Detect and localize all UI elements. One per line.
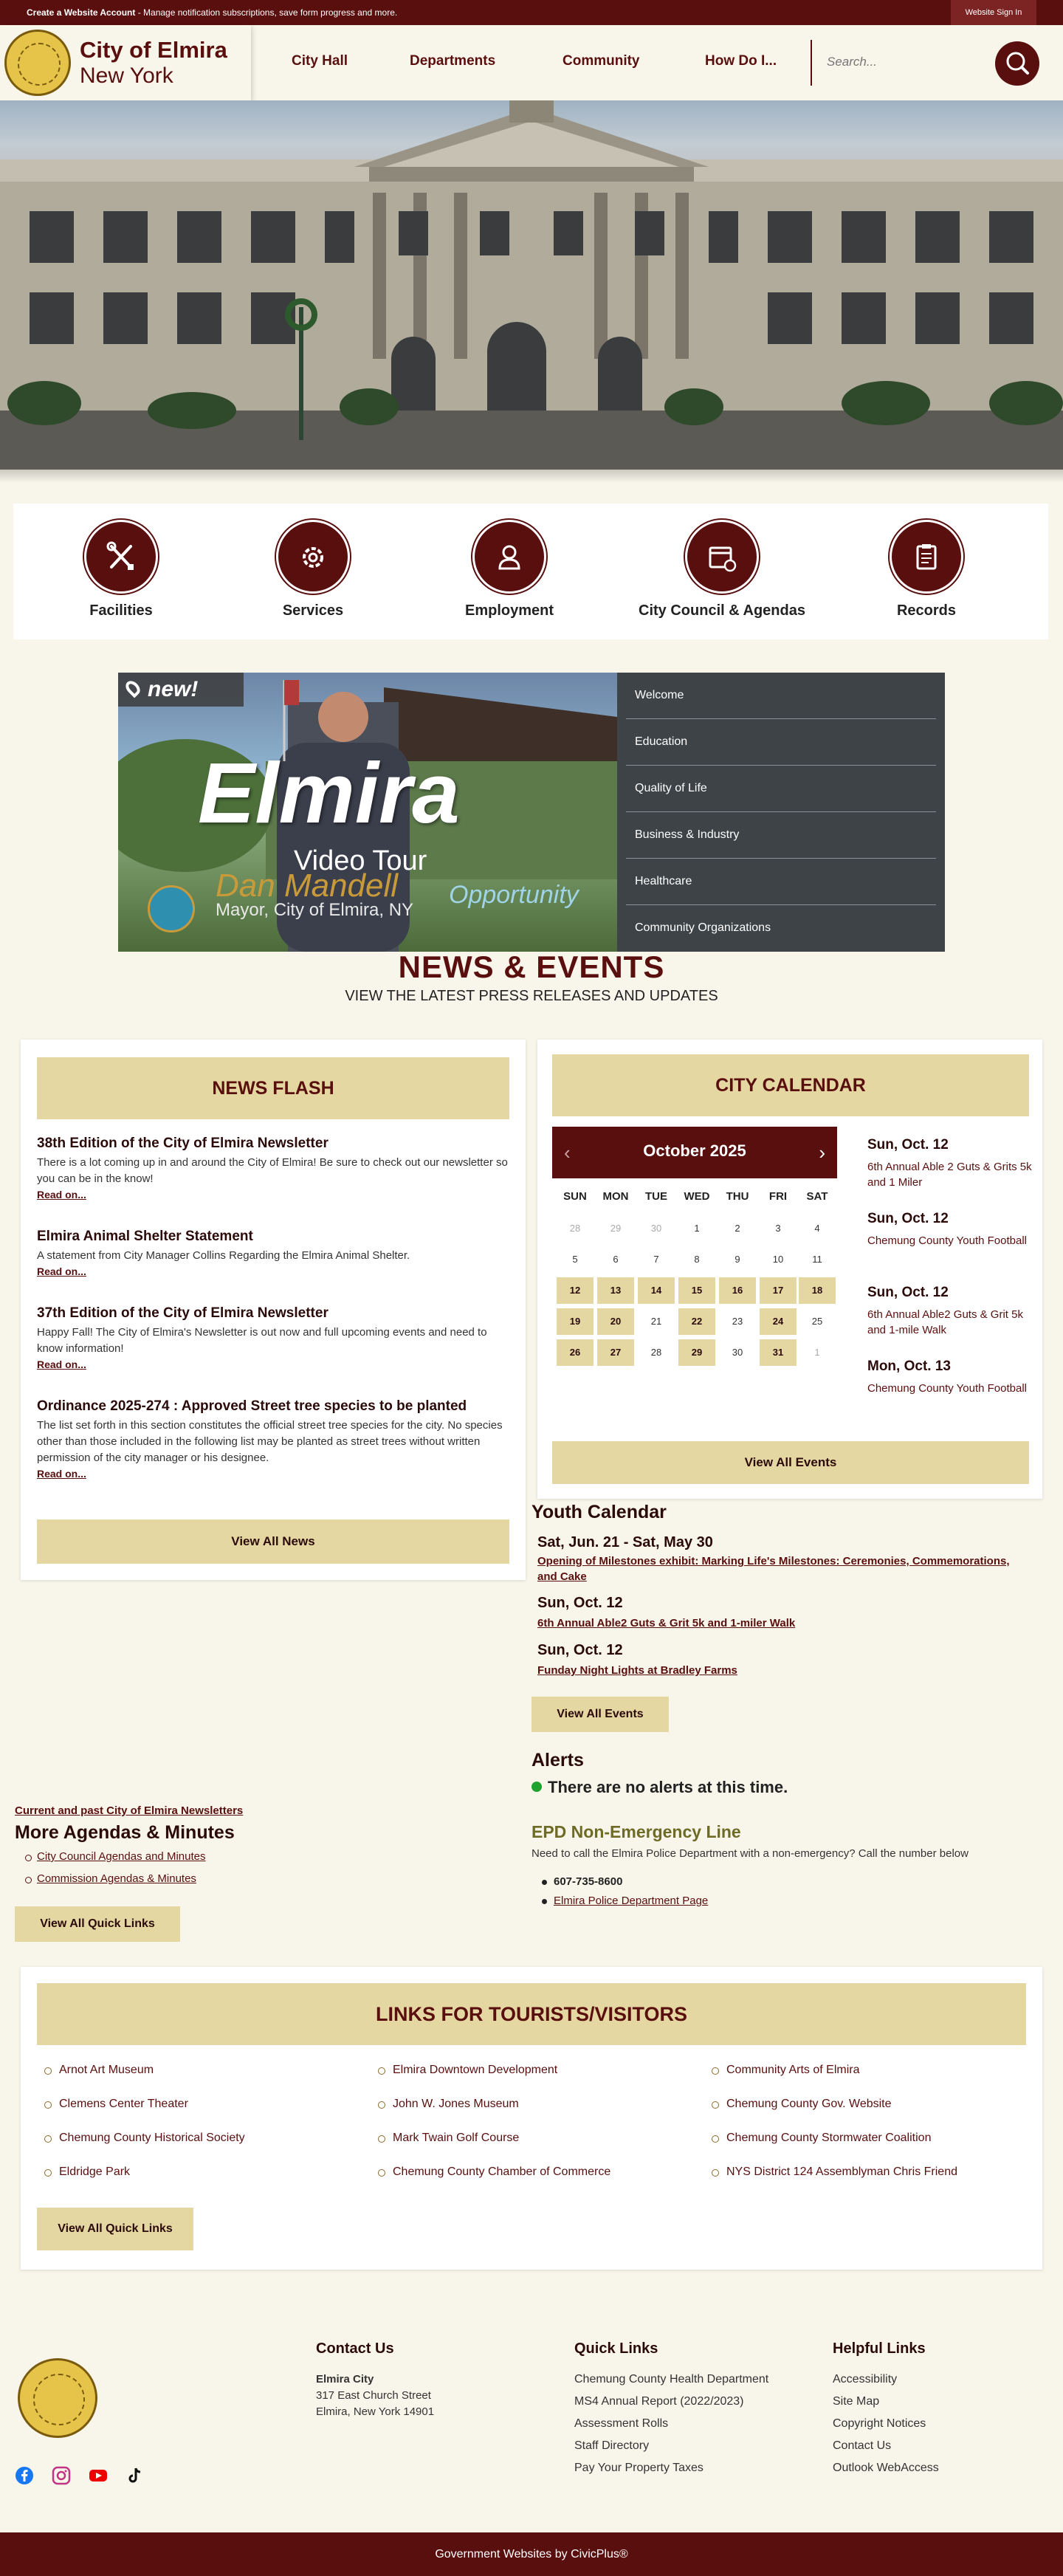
news-item-title[interactable]: 37th Edition of the City of Elmira Newsletter	[37, 1305, 328, 1321]
quick-link-label: Services	[282, 602, 344, 619]
quick-link-services[interactable]	[224, 520, 402, 619]
tourist-link[interactable]: Chemung County Historical Society	[59, 2132, 245, 2144]
footer-contact-address2: Elmira, New York 14901	[316, 2405, 435, 2418]
footer-quick-links-title: Quick Links	[574, 2340, 658, 2357]
quick-link-label: Facilities	[89, 602, 153, 619]
calendar-weekday: SUN	[563, 1190, 587, 1203]
calendar-month-label: October 2025	[643, 1141, 746, 1160]
video-menu-education[interactable]: Education	[626, 719, 936, 766]
read-on-link[interactable]: Read on...	[37, 1189, 86, 1201]
calendar-day[interactable]: 6	[613, 1254, 619, 1265]
calendar-event-date: Sun, Oct. 12	[867, 1211, 949, 1226]
calendar-weekday: WED	[684, 1190, 710, 1203]
read-on-link[interactable]: Read on...	[37, 1359, 86, 1370]
tourist-link[interactable]: Arnot Art Museum	[59, 2064, 154, 2076]
calendar-weekday: SAT	[806, 1190, 828, 1203]
tourist-link[interactable]: Chemung County Chamber of Commerce	[393, 2165, 611, 2178]
calendar-day[interactable]: 31	[760, 1339, 797, 1366]
calendar-day[interactable]: 17	[760, 1277, 797, 1304]
footer-contact-address1: 317 East Church Street	[316, 2389, 431, 2402]
tourist-link[interactable]: Mark Twain Golf Course	[393, 2132, 520, 2144]
calendar-day[interactable]: 28	[650, 1347, 662, 1358]
quick-link-label: City Council & Agendas	[639, 602, 805, 619]
agendas-view-all-quick-links-button[interactable]: View All Quick Links	[15, 1906, 180, 1942]
facebook-icon[interactable]	[15, 2466, 34, 2485]
calendar-day[interactable]: 7	[653, 1254, 659, 1265]
search-icon	[995, 41, 1039, 86]
calendar-day[interactable]: 25	[811, 1316, 823, 1327]
news-item-title[interactable]: Elmira Animal Shelter Statement	[37, 1229, 253, 1244]
newsletters-link[interactable]: Current and past City of Elmira Newsletters	[15, 1804, 244, 1817]
location-pin-icon	[123, 679, 143, 698]
new-badge	[118, 673, 244, 707]
alerts-message	[532, 1778, 788, 1797]
calendar-day[interactable]: 15	[678, 1277, 715, 1304]
logo-subtitle: New York	[80, 63, 173, 88]
person-icon	[472, 520, 546, 594]
calendar-day[interactable]: 13	[597, 1277, 634, 1304]
footer-helpful-link[interactable]: Outlook WebAccess	[833, 2462, 939, 2474]
video-menu-quality-of-life[interactable]: Quality of Life	[626, 766, 936, 812]
calendar-weekday: TUE	[645, 1190, 667, 1203]
calendar-day[interactable]: 20	[597, 1308, 634, 1335]
calendar-event-title[interactable]: Chemung County Youth Football	[867, 1382, 1027, 1395]
youth-event-date: Sun, Oct. 12	[537, 1595, 623, 1611]
gear-icon	[276, 520, 350, 594]
instagram-icon[interactable]	[52, 2466, 71, 2485]
calendar-day[interactable]: 29	[610, 1223, 622, 1234]
quick-link-records[interactable]	[838, 520, 1015, 619]
youth-event-date: Sun, Oct. 12	[537, 1642, 623, 1658]
youth-event-link[interactable]: Opening of Milestones exhibit: Marking Life's Milestones: Ceremonies, Commemorations, and Cake	[537, 1555, 1010, 1583]
youth-event-link[interactable]: Funday Night Lights at Bradley Farms	[537, 1664, 737, 1677]
news-events-subtitle: VIEW THE LATEST PRESS RELEASES AND UPDATES	[345, 988, 718, 1004]
calendar-day[interactable]: 16	[719, 1277, 756, 1304]
nav-community[interactable]: Community	[563, 53, 640, 69]
footer-city-seal-icon	[18, 2358, 97, 2438]
footer-helpful-link[interactable]: Site Map	[833, 2395, 880, 2408]
video-subtitle: Video Tour	[294, 845, 427, 876]
tourist-link[interactable]: Community Arts of Elmira	[726, 2064, 860, 2076]
site-logo[interactable]	[0, 25, 251, 100]
calendar-day[interactable]: 30	[732, 1347, 743, 1358]
quick-link-employment[interactable]	[421, 520, 598, 619]
youtube-icon[interactable]	[89, 2466, 108, 2485]
calendar-day[interactable]: 19	[557, 1308, 594, 1335]
calendar-day[interactable]: 21	[650, 1316, 662, 1327]
account-message-text: - Manage notification subscriptions, save form progress and more.	[135, 7, 398, 18]
calendar-weekday: THU	[726, 1190, 749, 1203]
agendas-title: More Agendas & Minutes	[15, 1822, 235, 1843]
calendar-event	[867, 1285, 1037, 1338]
youth-calendar-title: Youth Calendar	[532, 1502, 667, 1522]
video-menu-welcome[interactable]: Welcome	[626, 673, 936, 719]
epd-phone[interactable]: 607-735-8600	[554, 1875, 623, 1888]
quick-link-label: Employment	[464, 602, 554, 619]
clipboard-icon	[890, 520, 963, 594]
nav-city-hall[interactable]: City Hall	[292, 53, 348, 69]
tourists-title: LINKS FOR TOURISTS/VISITORS	[37, 1983, 1026, 2045]
youth-event-date: Sat, Jun. 21 - Sat, May 30	[537, 1534, 713, 1550]
city-seal-icon	[4, 30, 71, 96]
elmira-badge-icon	[148, 885, 195, 932]
news-item-text: There is a lot coming up in and around the City of Elmira! Be sure to check out our newsletter so you can be in the know!	[37, 1156, 508, 1185]
view-all-events-button[interactable]: View All Events	[552, 1441, 1029, 1484]
view-all-news-button[interactable]: View All News	[37, 1519, 509, 1564]
tiktok-icon[interactable]	[125, 2466, 145, 2485]
hero-shadow	[0, 470, 1063, 483]
video-tour-player[interactable]	[118, 673, 617, 952]
news-events-title: NEWS & EVENTS	[398, 949, 665, 984]
logo-title: City of Elmira	[80, 37, 227, 63]
tourist-link[interactable]: Eldridge Park	[59, 2165, 131, 2178]
calendar-day[interactable]: 30	[650, 1223, 662, 1234]
agenda-link[interactable]: Commission Agendas & Minutes	[37, 1872, 196, 1885]
new-badge-text: new!	[148, 677, 199, 701]
calendar-day[interactable]: 9	[735, 1254, 740, 1265]
youth-event-link[interactable]: 6th Annual Able2 Guts & Grit 5k and 1-miler Walk	[537, 1617, 796, 1629]
nav-departments[interactable]: Departments	[410, 53, 496, 69]
status-ok-icon	[532, 1782, 542, 1792]
footer-quick-link[interactable]: Pay Your Property Taxes	[574, 2462, 703, 2474]
calendar-event-date: Sun, Oct. 12	[867, 1137, 949, 1153]
site-header	[0, 25, 1063, 100]
calendar-day[interactable]: 23	[732, 1316, 743, 1327]
footer-quick-link[interactable]: Assessment Rolls	[574, 2417, 669, 2430]
account-message[interactable]	[27, 7, 397, 18]
footer-quick-link[interactable]: Staff Directory	[574, 2439, 650, 2452]
calendar-event	[867, 1137, 1037, 1190]
hero-image-city-hall	[0, 100, 1063, 470]
calendar-day[interactable]: 24	[760, 1308, 797, 1335]
tourist-link[interactable]: Clemens Center Theater	[59, 2098, 188, 2110]
alerts-message-text: There are no alerts at this time.	[548, 1778, 788, 1796]
calendar-day[interactable]: 1	[814, 1347, 820, 1358]
news-item	[37, 1305, 509, 1370]
video-menu-community-orgs[interactable]: Community Organizations	[635, 921, 771, 934]
news-item	[37, 1229, 509, 1277]
search-divider	[811, 40, 812, 86]
news-item	[37, 1398, 509, 1480]
quick-link-label: Records	[896, 602, 957, 619]
search-button[interactable]	[995, 41, 1039, 86]
calendar-day[interactable]: 18	[799, 1277, 836, 1304]
calendar-event-title[interactable]: Chemung County Youth Football	[867, 1234, 1027, 1247]
calendar-day[interactable]: 29	[678, 1339, 715, 1366]
calendar-weekday: MON	[602, 1190, 629, 1203]
footer-helpful-link[interactable]: Accessibility	[833, 2373, 898, 2386]
footer-contact-title: Contact Us	[316, 2340, 394, 2357]
create-account-link[interactable]: Create a Website Account	[27, 7, 136, 18]
news-flash-title: NEWS FLASH	[37, 1057, 509, 1119]
tourist-link[interactable]: NYS District 124 Assemblyman Chris Friend	[726, 2165, 957, 2178]
footer-helpful-links-title: Helpful Links	[833, 2340, 926, 2357]
video-title: Elmira	[198, 745, 460, 841]
tourists-view-all-quick-links-button[interactable]: View All Quick Links	[37, 2208, 193, 2250]
calendar-day[interactable]: 2	[735, 1223, 740, 1234]
chevron-left-icon[interactable]: ‹	[564, 1141, 571, 1164]
calendar-day[interactable]: 3	[775, 1223, 781, 1234]
calendar-day[interactable]: 12	[557, 1277, 594, 1304]
sign-in-button[interactable]: Website Sign In	[951, 0, 1036, 25]
calendar-day[interactable]: 27	[597, 1339, 634, 1366]
news-item-text: Happy Fall! The City of Elmira's Newsletter is out now and full upcoming events and need to know information!	[37, 1326, 487, 1355]
footer-helpful-link[interactable]: Copyright Notices	[833, 2417, 926, 2430]
calendar-weekday: FRI	[768, 1190, 788, 1203]
quick-link-city-council[interactable]	[633, 520, 811, 619]
calendar-day[interactable]: 5	[572, 1254, 578, 1265]
footer-contact-name: Elmira City	[316, 2373, 374, 2386]
calendar-day[interactable]: 8	[694, 1254, 700, 1265]
video-role: Mayor, City of Elmira, NY	[216, 900, 414, 920]
calendar-event	[867, 1211, 1037, 1248]
epd-title: EPD Non-Emergency Line	[532, 1822, 741, 1841]
news-item-title[interactable]: 38th Edition of the City of Elmira Newsletter	[37, 1136, 328, 1151]
calendar-event	[867, 1359, 1037, 1396]
calendar-day[interactable]: 11	[812, 1254, 822, 1265]
news-item-title[interactable]: Ordinance 2025-274 : Approved Street tree species to be planted	[37, 1398, 467, 1414]
video-menu-healthcare[interactable]: Healthcare	[626, 859, 936, 905]
video-name: Dan Mandell	[216, 868, 399, 904]
calendar-day[interactable]: 26	[557, 1339, 594, 1366]
read-on-link[interactable]: Read on...	[37, 1468, 86, 1480]
civicplus-footer[interactable]: Government Websites by CivicPlus®	[0, 2532, 1063, 2576]
calendar-day[interactable]: 10	[772, 1254, 784, 1265]
calendar-event-title[interactable]: 6th Annual Able 2 Guts & Grits 5k and 1 Miler	[867, 1161, 1032, 1189]
video-menu-business[interactable]: Business & Industry	[626, 812, 936, 859]
video-tagline: Opportunity	[449, 881, 579, 909]
calendar-day[interactable]: 4	[814, 1223, 820, 1234]
nav-how-do-i[interactable]: How Do I...	[705, 53, 777, 69]
news-item-text: The list set forth in this section constitutes the official street tree species for the city. No species other than those included in the following list may be planted as street trees without written permission of the city manager or his designee.	[37, 1419, 503, 1464]
city-calendar-title: CITY CALENDAR	[552, 1054, 1029, 1116]
calendar-month-header	[552, 1127, 837, 1178]
read-on-link[interactable]: Read on...	[37, 1265, 86, 1277]
tools-icon	[84, 520, 158, 594]
news-item-text: A statement from City Manager Collins Regarding the Elmira Animal Shelter.	[37, 1249, 410, 1262]
video-menu	[617, 673, 945, 952]
alerts-title: Alerts	[532, 1750, 584, 1770]
tourist-link[interactable]: John W. Jones Museum	[393, 2098, 519, 2110]
agenda-link[interactable]: City Council Agendas and Minutes	[37, 1850, 206, 1863]
tourist-link[interactable]: Chemung County Gov. Website	[726, 2098, 892, 2110]
youth-view-all-events-button[interactable]: View All Events	[532, 1697, 669, 1732]
calendar-event-date: Mon, Oct. 13	[867, 1359, 951, 1374]
quick-links-panel	[13, 504, 1048, 639]
footer-quick-link[interactable]: Chemung County Health Department	[574, 2373, 769, 2386]
tourist-link[interactable]: Elmira Downtown Development	[393, 2064, 558, 2076]
chevron-right-icon[interactable]: ›	[819, 1141, 825, 1164]
top-bar	[0, 0, 1063, 25]
calendar-day[interactable]: 1	[694, 1223, 700, 1234]
calendar-clock-icon	[685, 520, 759, 594]
footer-helpful-link[interactable]: Contact Us	[833, 2439, 892, 2452]
tourist-link[interactable]: Chemung County Stormwater Coalition	[726, 2132, 932, 2144]
calendar-event-title[interactable]: 6th Annual Able2 Guts & Grit 5k and 1-mile Walk	[867, 1308, 1023, 1336]
news-item	[37, 1136, 509, 1201]
footer-quick-link[interactable]: MS4 Annual Report (2022/2023)	[574, 2395, 744, 2408]
epd-page-link[interactable]: Elmira Police Department Page	[554, 1895, 709, 1907]
calendar-day[interactable]: 22	[678, 1308, 715, 1335]
calendar-day[interactable]: 28	[569, 1223, 581, 1234]
search-input[interactable]	[827, 47, 989, 77]
calendar-event-date: Sun, Oct. 12	[867, 1285, 949, 1300]
epd-description: Need to call the Elmira Police Department with a non-emergency? Call the number below	[532, 1847, 969, 1860]
quick-link-facilities[interactable]	[32, 520, 210, 619]
calendar-day[interactable]: 14	[638, 1277, 675, 1304]
